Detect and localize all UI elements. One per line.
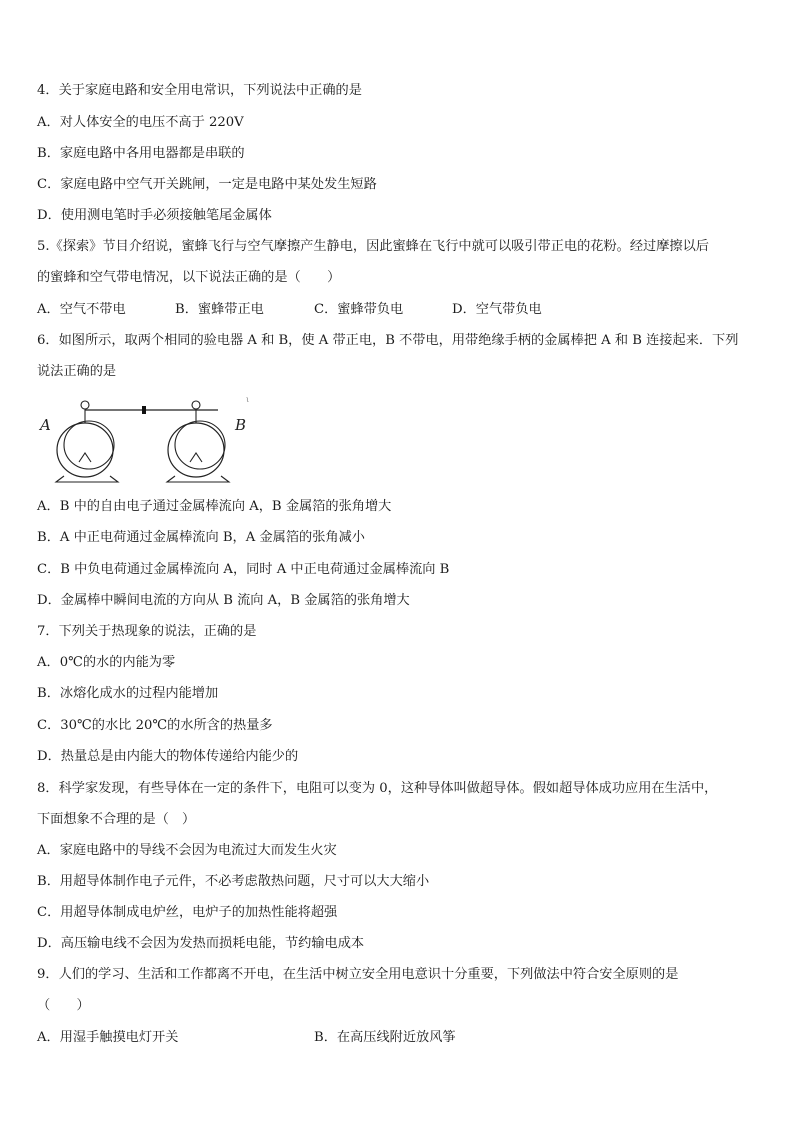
q8-option-d: D．高压输电线不会因为发热而损耗电能，节约输电成本 — [37, 936, 365, 951]
q9-option-b: B．在高压线附近放风筝 — [314, 1030, 456, 1045]
q7-option-b: B．冰熔化成水的过程内能增加 — [37, 686, 219, 701]
scan-mark: ι — [246, 395, 250, 404]
q5-option-d: D．空气带负电 — [452, 302, 542, 317]
question-8-stem-line2: 下面想象不合理的是（ ） — [37, 812, 196, 827]
q4-option-d: D．使用测电笔时手必须接触笔尾金属体 — [37, 208, 272, 223]
q6-option-d: D．金属棒中瞬间电流的方向从 B 流向 A，B 金属箔的张角增大 — [37, 593, 410, 608]
q6-option-b: B．A 中正电荷通过金属棒流向 B，A 金属箔的张角减小 — [37, 530, 365, 545]
q7-option-d: D．热量总是由内能大的物体传递给内能少的 — [37, 749, 299, 764]
q5-option-c: C．蜜蜂带负电 — [314, 302, 404, 317]
question-5-stem-line1: 5.《探索》节目介绍说，蜜蜂飞行与空气摩擦产生静电，因此蜜蜂在飞行中就可以吸引带正电的花粉。经过摩擦以后 — [37, 239, 709, 254]
q4-option-a: A．对人体安全的电压不高于 220V — [37, 115, 244, 130]
q4-option-b: B．家庭电路中各用电器都是串联的 — [37, 146, 245, 161]
q7-option-c: C．30℃的水比 20℃的水所含的热量多 — [37, 718, 273, 733]
q5-option-b: B．蜜蜂带正电 — [175, 302, 264, 317]
q7-option-a: A．0℃的水的内能为零 — [37, 655, 176, 670]
q6-option-c: C．B 中负电荷通过金属棒流向 A，同时 A 中正电荷通过金属棒流向 B — [37, 562, 450, 577]
insulated-handle — [142, 406, 146, 414]
q5-option-a: A．空气不带电 — [37, 302, 126, 317]
question-9-stem-line1: 9．人们的学习、生活和工作都离不开电，在生活中树立安全用电意识十分重要，下列做法中符合安全原则的是 — [37, 967, 679, 982]
electroscope-b — [167, 401, 229, 482]
question-6-stem-line1: 6．如图所示，取两个相同的验电器 A 和 B，使 A 带正电，B 不带电，用带绝缘手柄的金属棒把 A 和 B 连接起来．下列 — [37, 333, 739, 348]
question-9-stem-line2: （ ） — [37, 998, 90, 1013]
q8-option-c: C．用超导体制成电炉丝，电炉子的加热性能将超强 — [37, 905, 338, 920]
q4-option-c: C．家庭电路中空气开关跳闸，一定是电路中某处发生短路 — [37, 177, 377, 192]
question-8-stem-line1: 8．科学家发现，有些导体在一定的条件下，电阻可以变为 0，这种导体叫做超导体。假如超导体成功应用在生活中， — [37, 781, 718, 796]
q9-option-a: A．用湿手触摸电灯开关 — [37, 1030, 179, 1045]
label-a: A — [40, 416, 51, 434]
question-4-stem: 4．关于家庭电路和安全用电常识，下列说法中正确的是 — [37, 83, 362, 98]
electroscope-a — [56, 401, 118, 482]
question-6-stem-line2: 说法正确的是 — [37, 364, 117, 379]
label-b: B — [235, 416, 247, 434]
q8-option-a: A．家庭电路中的导线不会因为电流过大而发生火灾 — [37, 843, 337, 858]
question-7-stem: 7．下列关于热现象的说法，正确的是 — [37, 624, 257, 639]
q6-option-a: A．B 中的自由电子通过金属棒流向 A，B 金属箔的张角增大 — [37, 499, 392, 514]
q8-option-b: B．用超导体制作电子元件，不必考虑散热问题，尺寸可以大大缩小 — [37, 874, 430, 889]
electroscope-figure — [36, 392, 256, 488]
question-5-stem-line2: 的蜜蜂和空气带电情况，以下说法正确的是（ ） — [37, 270, 341, 285]
